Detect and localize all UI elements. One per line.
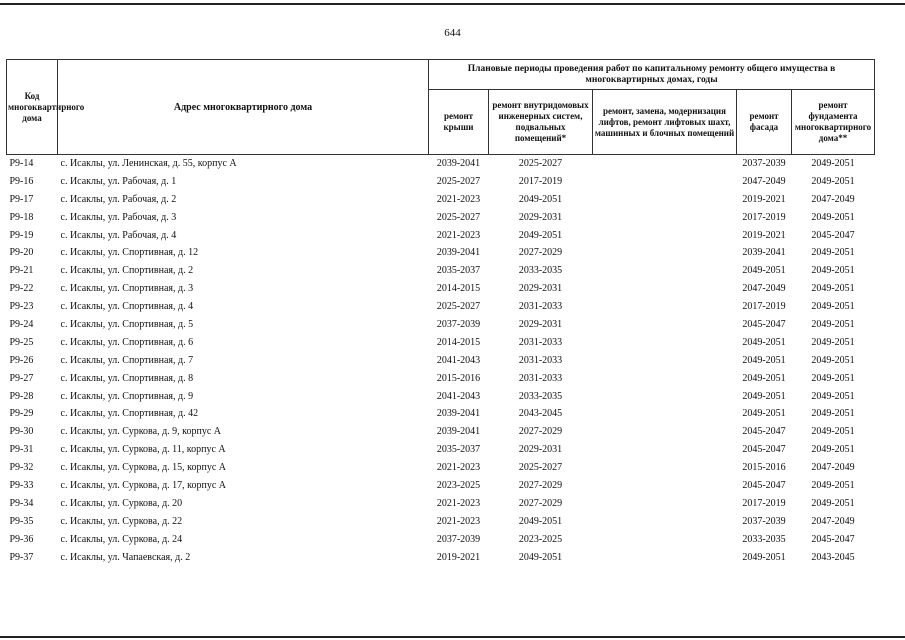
table-row (7, 173, 875, 191)
cell-engineering: 2033-2035 (518, 265, 563, 277)
cell-elevator (593, 405, 737, 423)
cell-facade: 2049-2051 (742, 354, 786, 366)
cell-foundation: 2049-2051 (811, 408, 855, 420)
table-row (7, 477, 875, 495)
table-row (7, 352, 875, 370)
cell-roof: 2041-2043 (436, 390, 481, 402)
cell-foundation: 2049-2051 (811, 372, 855, 384)
cell-elevator (593, 298, 737, 316)
cell-code: Р9-27 (9, 372, 34, 384)
cell-elevator (593, 423, 737, 441)
cell-address: с. Исаклы, ул. Спортивная, д. 42 (60, 408, 199, 420)
cell-roof: 2021-2023 (436, 515, 481, 527)
cell-engineering: 2033-2035 (518, 390, 563, 402)
cell-foundation: 2049-2051 (811, 479, 855, 491)
cell-elevator (593, 495, 737, 513)
cell-elevator (593, 459, 737, 477)
table-row (7, 334, 875, 352)
table-row (7, 191, 875, 209)
cell-address: с. Исаклы, ул. Рабочая, д. 1 (60, 175, 177, 187)
cell-code: Р9-19 (9, 229, 34, 241)
cell-address: с. Исаклы, ул. Рабочая, д. 4 (60, 229, 177, 241)
cell-code: Р9-23 (9, 301, 34, 313)
cell-elevator (593, 388, 737, 406)
cell-address: с. Исаклы, ул. Спортивная, д. 4 (60, 301, 194, 313)
cell-facade: 2049-2051 (742, 372, 786, 384)
cell-engineering: 2049-2051 (518, 515, 563, 527)
cell-code: Р9-18 (9, 211, 34, 223)
cell-elevator (593, 316, 737, 334)
cell-elevator (593, 155, 737, 173)
table-row (7, 495, 875, 513)
cell-code: Р9-37 (9, 551, 34, 563)
cell-roof: 2014-2015 (436, 336, 481, 348)
header-foundation: ремонт фундамента многоквартирного дома** (792, 90, 875, 155)
cell-engineering: 2027-2029 (518, 426, 563, 438)
header-planned-periods: Плановые периоды проведения работ по капитальному ремонту общего имущества в многоквартирных домах, годы (429, 60, 875, 90)
cell-foundation: 2049-2051 (811, 497, 855, 509)
cell-code: Р9-30 (9, 426, 34, 438)
cell-code: Р9-14 (7, 155, 58, 173)
header-elevator: ремонт, замена, модернизация лифтов, ремонт лифтовых шахт, машинных и блочных помещений (593, 90, 737, 155)
cell-roof: 2025-2027 (436, 211, 481, 223)
table-header (7, 60, 875, 155)
cell-roof: 2021-2023 (436, 229, 481, 241)
cell-facade: 2033-2035 (742, 533, 786, 545)
cell-elevator (593, 262, 737, 280)
cell-foundation: 2049-2051 (811, 211, 855, 223)
cell-facade: 2019-2021 (742, 229, 786, 241)
cell-elevator (593, 173, 737, 191)
cell-address: с. Исаклы, ул. Спортивная, д. 3 (60, 283, 194, 295)
cell-roof: 2019-2021 (436, 551, 481, 563)
cell-roof: 2037-2039 (436, 533, 481, 545)
table-row (7, 316, 875, 334)
cell-address: с. Исаклы, ул. Спортивная, д. 7 (60, 354, 194, 366)
cell-facade: 2049-2051 (742, 408, 786, 420)
cell-code: Р9-24 (9, 318, 34, 330)
cell-address: с. Исаклы, ул. Суркова, д. 24 (60, 533, 183, 545)
cell-address: с. Исаклы, ул. Суркова, д. 11, корпус А (60, 444, 226, 456)
cell-address: с. Исаклы, ул. Спортивная, д. 12 (60, 247, 199, 259)
cell-address: с. Исаклы, ул. Ленинская, д. 55, корпус А (58, 155, 429, 173)
cell-foundation: 2049-2051 (811, 283, 855, 295)
cell-engineering: 2029-2031 (518, 283, 563, 295)
bottom-rule (0, 636, 905, 638)
cell-address: с. Исаклы, ул. Спортивная, д. 2 (60, 265, 194, 277)
cell-engineering: 2031-2033 (518, 372, 563, 384)
cell-code: Р9-33 (9, 479, 34, 491)
cell-roof: 2023-2025 (436, 479, 481, 491)
cell-code: Р9-32 (9, 462, 34, 474)
cell-facade: 2019-2021 (742, 193, 786, 205)
cell-address: с. Исаклы, ул. Суркова, д. 9, корпус А (60, 426, 222, 438)
cell-roof: 2014-2015 (436, 283, 481, 295)
cell-foundation: 2049-2051 (811, 247, 855, 259)
cell-code: Р9-21 (9, 265, 34, 277)
cell-engineering: 2029-2031 (518, 211, 563, 223)
table-row (7, 513, 875, 531)
cell-foundation: 2049-2051 (811, 301, 855, 313)
cell-foundation: 2043-2045 (811, 551, 855, 563)
cell-facade: 2049-2051 (742, 265, 786, 277)
cell-elevator (593, 441, 737, 459)
cell-foundation: 2049-2051 (811, 426, 855, 438)
cell-foundation: 2047-2049 (811, 462, 855, 474)
cell-address: с. Исаклы, ул. Суркова, д. 20 (60, 497, 183, 509)
cell-engineering: 2049-2051 (518, 193, 563, 205)
cell-engineering: 2017-2019 (518, 175, 563, 187)
header-code: Код многоквартирного дома (7, 60, 58, 155)
cell-engineering: 2049-2051 (518, 229, 563, 241)
cell-foundation: 2049-2051 (811, 354, 855, 366)
cell-code: Р9-16 (9, 175, 34, 187)
cell-code: Р9-20 (9, 247, 34, 259)
cell-elevator (593, 227, 737, 245)
cell-foundation: 2049-2051 (811, 175, 855, 187)
cell-roof: 2041-2043 (436, 354, 481, 366)
header-address: Адрес многоквартирного дома (58, 60, 429, 155)
cell-facade: 2045-2047 (742, 318, 786, 330)
cell-facade: 2017-2019 (742, 497, 786, 509)
cell-facade: 2017-2019 (742, 211, 786, 223)
cell-code: Р9-28 (9, 390, 34, 402)
cell-address: с. Исаклы, ул. Суркова, д. 22 (60, 515, 183, 527)
header-facade: ремонт фасада (737, 90, 792, 155)
cell-code: Р9-31 (9, 444, 34, 456)
cell-code: Р9-22 (9, 283, 34, 295)
cell-code: Р9-25 (9, 336, 34, 348)
table-row (7, 227, 875, 245)
cell-engineering: 2031-2033 (518, 354, 563, 366)
cell-engineering: 2023-2025 (518, 533, 563, 545)
header-engineering: ремонт внутридомовых инженерных систем, подвальных помещений* (489, 90, 593, 155)
cell-foundation: 2047-2049 (811, 515, 855, 527)
cell-code: Р9-29 (9, 408, 34, 420)
cell-engineering: 2049-2051 (518, 551, 563, 563)
cell-foundation: 2049-2051 (811, 390, 855, 402)
cell-roof: 2037-2039 (436, 318, 481, 330)
cell-facade: 2015-2016 (742, 462, 786, 474)
cell-facade: 2049-2051 (742, 336, 786, 348)
cell-elevator (593, 352, 737, 370)
cell-facade: 2049-2051 (742, 390, 786, 402)
cell-code: Р9-35 (9, 515, 34, 527)
cell-elevator (593, 531, 737, 549)
cell-facade: 2047-2049 (742, 283, 786, 295)
capital-repair-table (6, 59, 875, 566)
cell-engineering: 2031-2033 (518, 336, 563, 348)
cell-engineering: 2031-2033 (518, 301, 563, 313)
cell-foundation: 2049-2051 (811, 265, 855, 277)
table-row (7, 531, 875, 549)
cell-roof: 2025-2027 (436, 175, 481, 187)
header-roof: ремонт крыши (429, 90, 489, 155)
cell-address: с. Исаклы, ул. Рабочая, д. 2 (60, 193, 177, 205)
cell-foundation: 2049-2051 (811, 444, 855, 456)
cell-foundation: 2045-2047 (811, 533, 855, 545)
table-row (7, 423, 875, 441)
table-row (7, 388, 875, 406)
cell-roof: 2039-2041 (436, 408, 481, 420)
cell-engineering: 2043-2045 (518, 408, 563, 420)
cell-facade: 2037-2039 (737, 155, 792, 173)
cell-engineering: 2025-2027 (518, 462, 563, 474)
cell-roof: 2039-2041 (429, 155, 489, 173)
cell-address: с. Исаклы, ул. Спортивная, д. 5 (60, 318, 194, 330)
cell-elevator (593, 244, 737, 262)
cell-foundation: 2049-2051 (792, 155, 875, 173)
top-rule (0, 3, 905, 5)
cell-roof: 2025-2027 (436, 301, 481, 313)
cell-address: с. Исаклы, ул. Спортивная, д. 9 (60, 390, 194, 402)
table-row (7, 459, 875, 477)
cell-facade: 2017-2019 (742, 301, 786, 313)
cell-engineering: 2029-2031 (518, 318, 563, 330)
cell-elevator (593, 513, 737, 531)
table-row (7, 155, 875, 173)
cell-foundation: 2049-2051 (811, 336, 855, 348)
cell-facade: 2039-2041 (742, 247, 786, 259)
cell-address: с. Исаклы, ул. Спортивная, д. 8 (60, 372, 194, 384)
cell-code: Р9-17 (9, 193, 34, 205)
cell-engineering: 2025-2027 (489, 155, 593, 173)
table-row (7, 370, 875, 388)
cell-code: Р9-36 (9, 533, 34, 545)
cell-roof: 2021-2023 (436, 462, 481, 474)
page-number: 644 (444, 27, 461, 39)
cell-roof: 2035-2037 (436, 444, 481, 456)
cell-address: с. Исаклы, ул. Чапаевская, д. 2 (60, 551, 191, 563)
cell-address: с. Исаклы, ул. Спортивная, д. 6 (60, 336, 194, 348)
cell-roof: 2035-2037 (436, 265, 481, 277)
table-row (7, 244, 875, 262)
table-row (7, 298, 875, 316)
cell-foundation: 2047-2049 (811, 193, 855, 205)
cell-engineering: 2029-2031 (518, 444, 563, 456)
table-row (7, 209, 875, 227)
cell-foundation: 2049-2051 (811, 318, 855, 330)
cell-facade: 2045-2047 (742, 444, 786, 456)
table-row (7, 549, 875, 567)
cell-elevator (593, 191, 737, 209)
cell-elevator (593, 209, 737, 227)
cell-elevator (593, 280, 737, 298)
cell-address: с. Исаклы, ул. Рабочая, д. 3 (60, 211, 177, 223)
cell-elevator (593, 549, 737, 567)
cell-elevator (593, 370, 737, 388)
cell-roof: 2039-2041 (436, 426, 481, 438)
cell-engineering: 2027-2029 (518, 247, 563, 259)
cell-engineering: 2027-2029 (518, 497, 563, 509)
cell-facade: 2047-2049 (742, 175, 786, 187)
cell-facade: 2037-2039 (742, 515, 786, 527)
cell-elevator (593, 334, 737, 352)
cell-roof: 2039-2041 (436, 247, 481, 259)
cell-code: Р9-26 (9, 354, 34, 366)
cell-address: с. Исаклы, ул. Суркова, д. 15, корпус А (60, 462, 227, 474)
cell-roof: 2021-2023 (436, 193, 481, 205)
cell-foundation: 2045-2047 (811, 229, 855, 241)
cell-roof: 2015-2016 (436, 372, 481, 384)
cell-facade: 2045-2047 (742, 426, 786, 438)
table-row (7, 262, 875, 280)
cell-engineering: 2027-2029 (518, 479, 563, 491)
table-row (7, 280, 875, 298)
table-row (7, 441, 875, 459)
cell-roof: 2021-2023 (436, 497, 481, 509)
cell-address: с. Исаклы, ул. Суркова, д. 17, корпус А (60, 479, 227, 491)
cell-elevator (593, 477, 737, 495)
cell-code: Р9-34 (9, 497, 34, 509)
table-row (7, 405, 875, 423)
cell-facade: 2049-2051 (742, 551, 786, 563)
cell-facade: 2045-2047 (742, 479, 786, 491)
table-body (7, 155, 875, 567)
